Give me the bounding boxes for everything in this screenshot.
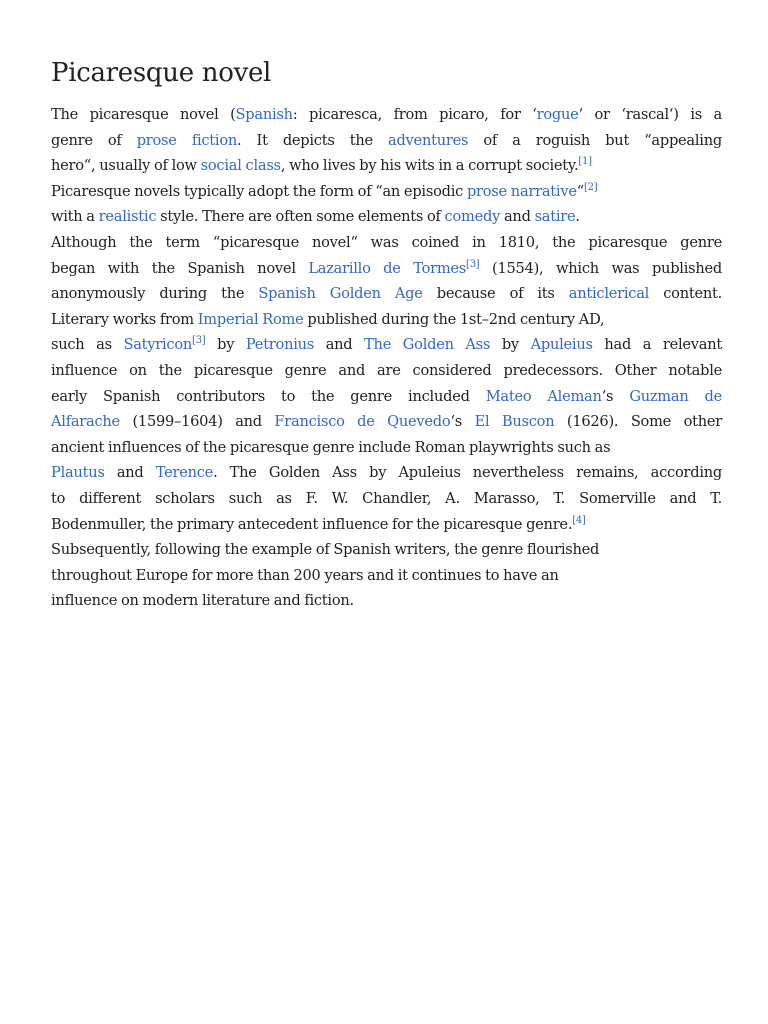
text-run: : picaresca, from picaro, for ‘ (292, 106, 537, 123)
text-run: influence on the picaresque genre and are considered predecessors. Other notable (51, 361, 722, 379)
wiki-link[interactable]: prose fiction (136, 131, 238, 149)
text-line (51, 230, 722, 256)
text-line (51, 384, 722, 410)
wiki-link[interactable]: comedy (444, 208, 501, 226)
text-run: by (205, 336, 246, 354)
text-run: ‘s (601, 387, 630, 405)
citation-link[interactable]: [4] (572, 514, 586, 526)
text-run: . It depicts the (237, 131, 389, 149)
text-run: of a roguish but “appealing (468, 131, 722, 149)
text-line (51, 128, 722, 154)
wiki-link[interactable]: anticlerical (568, 285, 650, 303)
text-run: ancient influences of the picaresque genre include Roman playwrights such as (51, 438, 611, 456)
text-line (51, 358, 722, 384)
text-line (51, 537, 722, 563)
text-run: Bodenmuller, the primary antecedent influence for the picaresque genre. (51, 515, 573, 533)
text-line (51, 409, 722, 435)
wiki-link[interactable]: Plautus (51, 464, 105, 482)
text-run: and (104, 464, 156, 482)
text-run: ‘ or ‘rascal‘) is a (578, 106, 722, 123)
text-run: throughout Europe for more than 200 years and it continues to have an (51, 566, 559, 584)
wiki-link[interactable]: social class (200, 157, 281, 175)
text-line (51, 563, 722, 589)
wiki-link[interactable]: Imperial Rome (197, 310, 304, 328)
article-paragraph (51, 102, 722, 614)
text-line (51, 307, 722, 333)
text-run: such as (51, 336, 124, 354)
text-run: anonymously during the (51, 285, 259, 303)
text-run: (1599–1604) and (119, 413, 275, 431)
text-line (51, 588, 722, 614)
text-run: with a (51, 208, 99, 226)
text-line (51, 435, 722, 461)
article-body (51, 102, 722, 614)
text-line (51, 460, 722, 486)
text-run: by (490, 336, 531, 354)
text-run: hero“, usually of low (51, 157, 201, 175)
text-run: , who lives by his wits in a corrupt society. (280, 157, 579, 175)
wiki-link[interactable]: Lazarillo de Tormes (308, 259, 467, 277)
text-run: (1554), which was published (479, 259, 722, 277)
wiki-link[interactable]: Satyricon (123, 336, 193, 354)
text-run: Literary works from (51, 310, 198, 328)
text-run: to different scholars such as F. W. Chandler, A. Marasso, T. Somerville and T. (51, 489, 722, 507)
text-run: and (314, 336, 365, 354)
text-run: (1626). Some other (554, 413, 722, 431)
text-line (51, 512, 722, 538)
wiki-link[interactable]: Francisco de Quevedo (274, 413, 451, 431)
wiki-link[interactable]: adventures (388, 131, 469, 149)
citation-link[interactable]: [1] (578, 156, 592, 168)
citation-link[interactable]: [2] (583, 181, 598, 193)
text-run: content. (649, 285, 722, 303)
text-run: because of its (422, 285, 569, 303)
wiki-link[interactable]: prose narrative (466, 182, 577, 200)
text-run: early Spanish contributors to the genre included (51, 387, 486, 405)
text-run: influence on modern literature and fiction. (51, 592, 354, 610)
text-run: published during the 1st–2nd century AD, (303, 310, 605, 328)
wiki-link[interactable]: Apuleius (530, 336, 593, 354)
text-run: and (500, 208, 535, 226)
text-line (51, 281, 722, 307)
text-run: Although the term “picaresque novel“ was coined in 1810, the picaresque genre (51, 233, 722, 251)
citation-link[interactable]: [3] (192, 335, 206, 347)
text-line (51, 332, 722, 358)
wiki-link[interactable]: Spanish Golden Age (258, 285, 423, 303)
text-run: had a relevant (592, 336, 722, 354)
text-line (51, 153, 722, 179)
page-title: Picaresque novel (51, 58, 272, 88)
text-run: . (575, 208, 580, 226)
text-run: Subsequently, following the example of Spanish writers, the genre flourished (51, 541, 600, 559)
text-line (51, 102, 722, 128)
wiki-link[interactable]: Terence (155, 464, 214, 482)
wiki-link[interactable]: The Golden Ass (364, 336, 491, 354)
text-run: The picaresque novel ( (51, 106, 236, 123)
text-line (51, 486, 722, 512)
text-run: began with the Spanish novel (51, 259, 309, 277)
text-run: style. There are often some elements of (156, 208, 445, 226)
wiki-link[interactable]: Alfarache (51, 413, 120, 431)
citation-link[interactable]: [3] (466, 258, 480, 270)
text-run: . The Golden Ass by Apuleius nevertheless remains, according (213, 464, 722, 482)
wiki-link[interactable]: satire (534, 208, 576, 226)
wiki-link[interactable]: Spanish (235, 106, 293, 123)
text-line (51, 256, 722, 282)
wiki-link[interactable]: rogue (536, 106, 579, 123)
wiki-link[interactable]: Guzman de (629, 387, 722, 405)
text-run: “ (576, 182, 584, 200)
wiki-link[interactable]: El Buscon (474, 413, 555, 431)
text-run: ‘s (450, 413, 475, 431)
wiki-link[interactable]: Mateo Aleman (485, 387, 602, 405)
wiki-link[interactable]: realistic (98, 208, 157, 226)
text-line (51, 204, 722, 230)
text-run: Picaresque novels typically adopt the form of “an episodic (51, 182, 467, 200)
text-run: genre of (51, 131, 137, 149)
text-line (51, 179, 722, 205)
wiki-link[interactable]: Petronius (245, 336, 315, 354)
